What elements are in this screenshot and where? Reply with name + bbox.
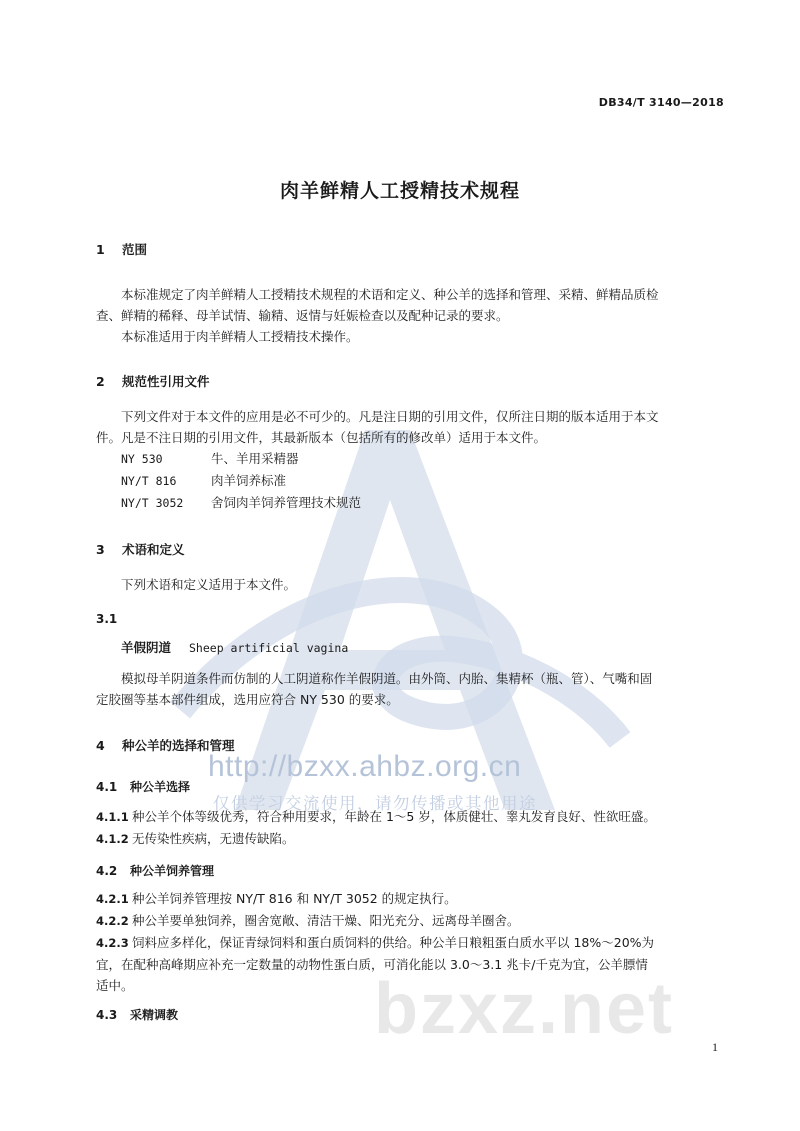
item-text: 种公羊饲养管理按 NY/T 816 和 NY/T 3052 的规定执行。 (132, 891, 457, 906)
item-text: 饲料应多样化，保证青绿饲料和蛋白质饲料的供给。种公羊日粮粗蛋白质水平以 18%～20%为 (132, 935, 655, 950)
text-line: 模拟母羊阴道条件而仿制的人工阴道称作羊假阴道。由外筒、内胎、集精杯（瓶、管）、气嘴和固 (121, 671, 653, 686)
term-english: Sheep artificial vagina (189, 641, 349, 655)
subsection-number: 4.1 (96, 780, 118, 794)
watermark-notice: 仅供学习交流使用，请勿传播或其他用途 (213, 794, 537, 813)
subsection-4-2-heading (96, 862, 214, 879)
list-item (96, 828, 736, 850)
section-title: 种公羊的选择和管理 (122, 738, 235, 753)
page-number: 1 (712, 1040, 718, 1054)
list-item (96, 888, 736, 910)
list-item (96, 910, 736, 932)
subsection-4-1-items (96, 806, 736, 850)
watermark-url: http://bzxx.ahbz.org.cn (208, 750, 522, 783)
section-3-paragraph: 下列术语和定义适用于本文件。 (121, 577, 297, 592)
subsection-title: 种公羊饲养管理 (130, 864, 215, 878)
reference-name: 舍饲肉羊饲养管理技术规范 (211, 495, 362, 510)
reference-item (96, 492, 726, 514)
document-title: 肉羊鲜精人工授精技术规程 (279, 180, 520, 202)
section-number: 3 (96, 542, 105, 557)
subsection-title: 种公羊选择 (130, 780, 191, 794)
text-line: 下列文件对于本文件的应用是必不可少的。凡是注日期的引用文件，仅所注日期的版本适用于本文 (121, 409, 659, 424)
text-line: 本标准适用于肉羊鲜精人工授精技术操作。 (121, 329, 359, 344)
subsection-number: 4.2 (96, 864, 118, 878)
section-1-paragraph (96, 284, 726, 347)
item-number: 4.1.1 (96, 810, 129, 824)
term-chinese: 羊假阴道 (121, 640, 172, 655)
section-2-heading (96, 372, 210, 390)
reference-name: 肉羊饲养标准 (211, 473, 287, 488)
item-text: 种公羊要单独饲养，圈舍宽敞、清洁干燥、阳光充分、远离母羊圈舍。 (132, 913, 520, 928)
text-line: 查、鲜精的稀释、母羊试情、输精、返情与妊娠检查以及配种记录的要求。 (96, 308, 509, 323)
section-title: 规范性引用文件 (122, 374, 210, 389)
text-line: 适中。 (96, 978, 134, 993)
subsection-number: 4.3 (96, 1008, 118, 1022)
subsection-4-3-heading (96, 1006, 178, 1023)
text-line: 定胶圈等基本部件组成，选用应符合 NY 530 的要求。 (96, 692, 399, 707)
watermark-brand: bzxz.net (374, 969, 675, 1049)
subsection-4-2-items (96, 888, 736, 996)
text-line: 宜，在配种高峰期应补充一定数量的动物性蛋白质，可消化能以 3.0～3.1 兆卡/千克为宜，公羊膘情 (96, 957, 648, 972)
item-text: 种公羊个体等级优秀，符合种用要求，年龄在 1～5 岁，体质健壮、睾丸发育良好、性欲旺盛。 (132, 809, 656, 824)
subsection-4-1-heading (96, 778, 190, 795)
item-text: 无传染性疾病，无遗传缺陷。 (132, 831, 295, 846)
subsection-title: 采精调教 (130, 1008, 179, 1022)
reference-code: NY 530 (121, 452, 163, 466)
section-number: 1 (96, 242, 105, 257)
reference-code: NY/T 3052 (121, 496, 184, 510)
standard-code: DB34/T 3140—2018 (598, 96, 724, 109)
reference-code: NY/T 816 (121, 474, 177, 488)
item-number: 4.1.2 (96, 832, 129, 846)
reference-name: 牛、羊用采精器 (211, 451, 299, 466)
item-number: 4.2.3 (96, 936, 129, 950)
text-line: 本标准规定了肉羊鲜精人工授精技术规程的术语和定义、种公羊的选择和管理、采精、鲜精品质检 (121, 287, 659, 302)
section-2-paragraph (96, 406, 726, 514)
section-title: 术语和定义 (122, 542, 185, 557)
subsection-3-1-number: 3.1 (96, 612, 118, 626)
text-line: 件。凡是不注日期的引用文件，其最新版本（包括所有的修改单）适用于本文件。 (96, 430, 547, 445)
term-entry (121, 638, 348, 656)
term-definition (96, 668, 726, 710)
section-4-heading (96, 736, 235, 754)
section-number: 2 (96, 374, 105, 389)
section-1-heading (96, 240, 147, 258)
reference-item (96, 448, 726, 470)
section-number: 4 (96, 738, 105, 753)
section-3-heading (96, 540, 185, 558)
list-item (96, 932, 736, 954)
item-number: 4.2.2 (96, 914, 129, 928)
section-title: 范围 (122, 242, 148, 257)
item-number: 4.2.1 (96, 892, 129, 906)
reference-item (96, 470, 726, 492)
list-item (96, 806, 736, 828)
